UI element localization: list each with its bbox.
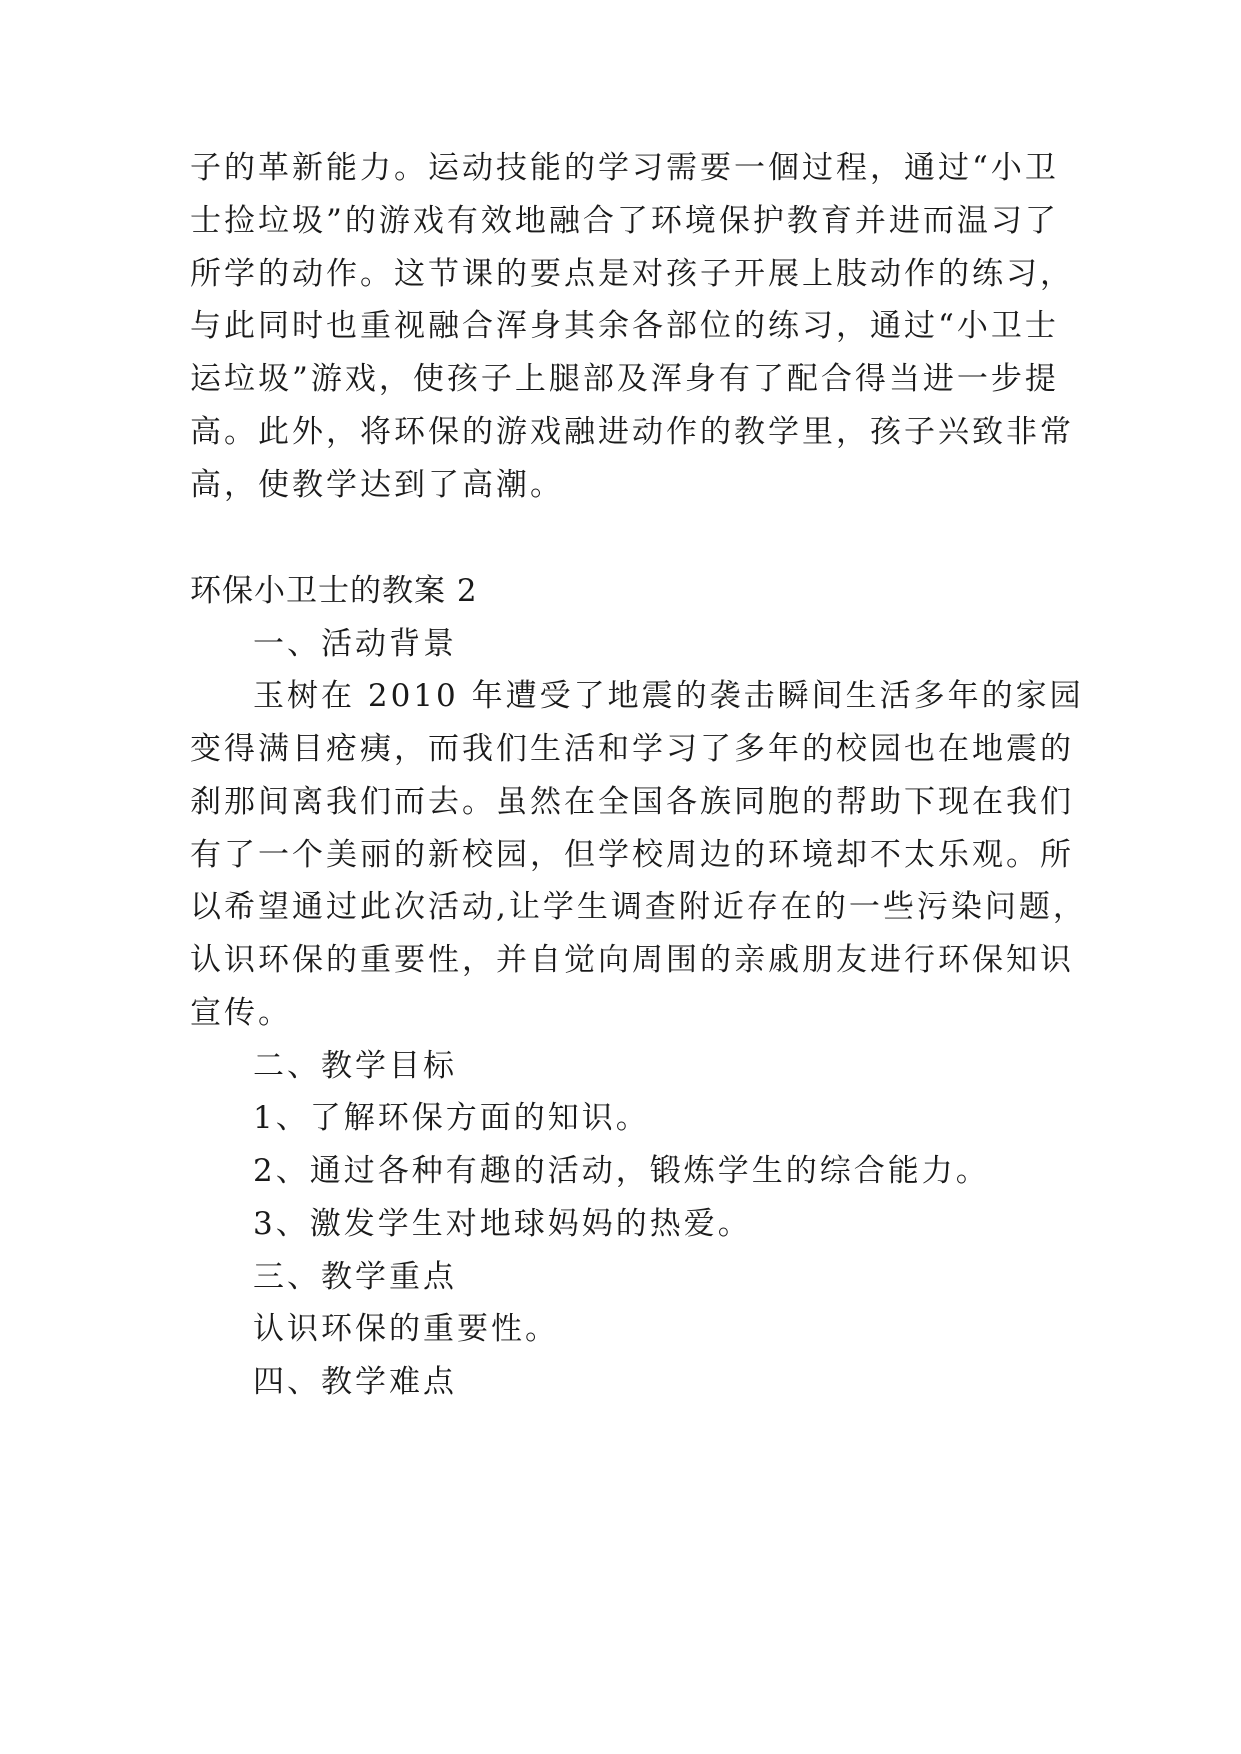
paragraph-line: 与此同时也重视融合浑身其余各部位的练习，通过“小卫士	[190, 308, 1059, 344]
section-heading: 三、教学重点	[253, 1259, 457, 1295]
list-item: 3、激发学生对地球妈妈的热爱。	[253, 1206, 752, 1242]
list-item: 1、了解环保方面的知识。	[253, 1100, 650, 1136]
paragraph-line: 子的革新能力。运动技能的学习需要一個过程，通过“小卫	[190, 150, 1059, 186]
paragraph-line: 以希望通过此次活动,让学生调查附近存在的一些污染问题，	[190, 889, 1087, 925]
paragraph-line: 有了一个美丽的新校园，但学校周边的环境却不太乐观。所	[190, 837, 1074, 873]
paragraph-line: 玉树在 2010 年遭受了地震的袭击瞬间生活多年的家园	[253, 678, 1084, 714]
paragraph-line: 认识环保的重要性，并自觉向周围的亲戚朋友进行环保知识	[190, 942, 1074, 978]
section-heading: 一、活动背景	[253, 626, 457, 662]
section-title: 环保小卫士的教案 2	[190, 573, 478, 609]
section-heading: 四、教学难点	[253, 1364, 457, 1400]
paragraph-line: 士捡垃圾”的游戏有效地融合了环境保护教育并进而温习了	[190, 203, 1059, 239]
section-heading: 二、教学目标	[253, 1048, 457, 1084]
paragraph-line: 所学的动作。这节课的要点是对孩子开展上肢动作的练习，	[190, 256, 1074, 292]
paragraph-line: 刹那间离我们而去。虽然在全国各族同胞的帮助下现在我们	[190, 784, 1074, 820]
paragraph-line: 高，使教学达到了高潮。	[190, 467, 564, 503]
paragraph-line: 认识环保的重要性。	[253, 1311, 559, 1347]
paragraph-line: 变得满目疮痍，而我们生活和学习了多年的校园也在地震的	[190, 731, 1074, 767]
list-item: 2、通过各种有趣的活动，锻炼学生的综合能力。	[253, 1153, 990, 1189]
paragraph-line: 宣传。	[190, 995, 292, 1031]
paragraph-line: 高。此外，将环保的游戏融进动作的教学里，孩子兴致非常	[190, 414, 1074, 450]
paragraph-line: 运垃圾”游戏，使孩子上腿部及浑身有了配合得当进一步提	[190, 361, 1059, 397]
